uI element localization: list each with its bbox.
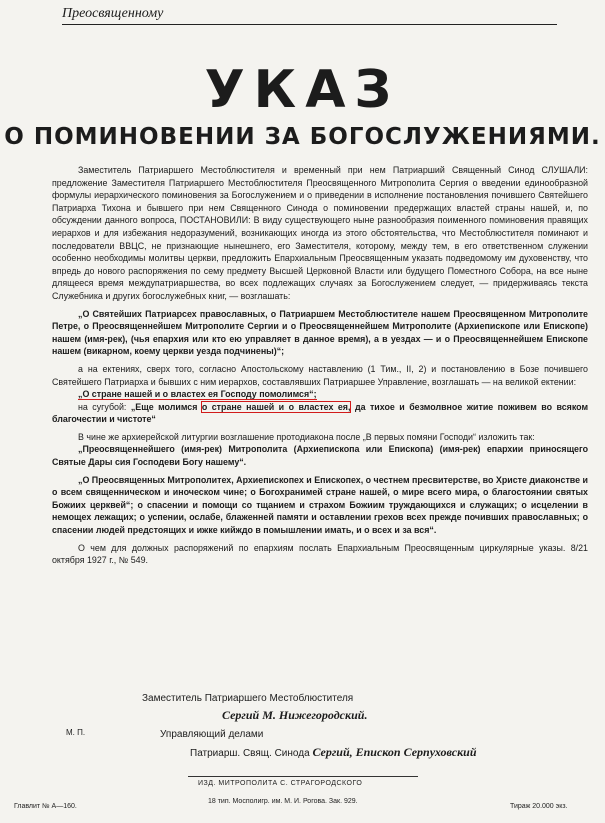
glavlit-number: Главлит № А—160. <box>14 803 77 810</box>
augmented-litany-petition <box>52 401 588 426</box>
seal-mark: М. П. <box>66 728 86 737</box>
augmented-litany-highlight: о стране нашей и о властех ея, <box>201 401 351 412</box>
addressee-line: Преосвященному <box>62 6 557 25</box>
document-title: УКАЗ <box>204 60 401 120</box>
paragraph-ektenii: а на ектениях, сверх того, согласно Апостольскому наставлению (1 Тим., II, 2) и постановлению в Бозе почившего Святейшего Патриарха и бывших с ним иерархов, составлявших Патриаршее Управление, возглашать — на великой ектении: <box>52 363 588 387</box>
augmented-litany-start: „Еще молимся <box>130 401 198 412</box>
signature-name-sergius-nizhegorodsky: Сергий М. Нижегородский. <box>222 708 368 722</box>
paragraph-slushali: Заместитель Патриаршего Местоблюстителя и временный при нем Патриарший Священный Синод СЛУШАЛИ: предложение Заместителя Патриаршего Местоблюстителя Преосвященного Митрополита Сергия о введении единообразной формулы иерархического поминовения за Богослужением и о приведении в исполнение постановления почившего Святейшего Патриарха Тихона и бывшего при нем Священного Синода о поминовении предержащих властей страны нашей, и, по обсуждении данного вопроса, ПОСТАНОВИЛИ: В виду существующего ныне разнообразия поименного поминовения правящих иерархов и для избежания недоразумений, возникающих иногда из этого обстоятельства, что Местоблюстителя поминают и последователи ВВЦС, не признающие нынешнего, его Заместителя, которому, между тем, в его ответственном служении особенно необходимы молитвы церкви, предложить Епархиальным Преосвященным указать подведомому им духовенству, что впредь до нового распоряжения по сему предмету Высшей Церковной Власти или будущего Поместного Собора, на все ныне длящееся время междупатриаршества, во всех подлежащих случаях за Богослужением следует, — придерживаясь текста Служебника и других богослужебных книг, — возглашать: <box>52 165 588 301</box>
decree-body <box>52 164 588 567</box>
paragraph-circular: О чем для должных распоряжений по епархиям послать Епархиальным Преосвященным циркулярные указы. 8/21 октября 1927 г., № 549. <box>52 542 588 566</box>
synod-label: Патриарш. Свящ. Синода <box>190 748 310 759</box>
signature-name-sergius-serpukhovsky: Сергий, Епископ Серпуховский <box>312 745 477 759</box>
signature-title-2: Управляющий делами <box>160 729 264 740</box>
commemoration-formula: „О Святейших Патриарсех православных, о Патриаршем Местоблюстителе нашем Преосвященном Митрополите Петре, о Преосвященнейшем Митрополите Сергии и о Преосвященнейшем Митрополите (Архиепископе или Епископе) нашем (имя-рек), (чья епархия или кто ею управляет в данное время), а в уездах — и о Преосвященнейшем Епископе нашем (викарном, коему церкви уезда подчинены)“; <box>52 308 588 357</box>
document-subtitle: О ПОМИНОВЕНИИ ЗА БОГОСЛУЖЕНИЯМИ. <box>4 124 601 150</box>
signature-title-1: Заместитель Патриаршего Местоблюстителя <box>142 693 354 704</box>
bishops-commemoration: „О Преосвященных Митрополитех, Архиепископех и Епископех, о честнем пресвитерстве, во Христе диаконстве и о всем священническом и иноческом чине; о Богохранимей стране нашей, о мире всего мира, о благостоянии святых Божиих церквей“; о спасении и помощи со тщанием и страхом Божиим труждающихся и служащих; о исцелении в немощех лежащих; о успении, ослабе, блаженней памяти и оставлении грехов всех прежде почивших православных; о спасении людей предстоящих и ижке кийждо в помышлении имать, и о всех и за вся“. <box>52 474 588 536</box>
protodeacon-exclamation: „Преосвященнейшего (имя-рек) Митрополита (Архиепископа или Епископа) (имя-рек) епархии приносящего Святые Дары сия Господеви Богу нашему“. <box>52 444 588 468</box>
augmented-litany-prefix: на сугубой: <box>78 401 127 412</box>
printer-line: 18 тип. Мосполигр. им. М. И. Рогова. Зак. 929. <box>208 798 358 805</box>
great-litany-petition <box>52 388 588 401</box>
paragraph-liturgy: В чине же архиерейской литургии возглашение протодиакона после „В первых помяни Господи“ изложить так: <box>78 431 535 442</box>
augmented-litany-end: да тихое и безмолвное житие поживем во всяком благочестии и чистоте“ <box>52 401 589 425</box>
publisher-line: ИЗД. МИТРОПОЛИТА С. СТРАГОРОДСКОГО <box>198 780 363 787</box>
great-litany-text: „О стране нашей и о властех ея Господу помолимся“; <box>78 389 317 400</box>
footer-rule <box>188 776 418 777</box>
print-run: Тираж 20.000 экз. <box>510 803 568 810</box>
signature-line-3 <box>190 745 477 761</box>
